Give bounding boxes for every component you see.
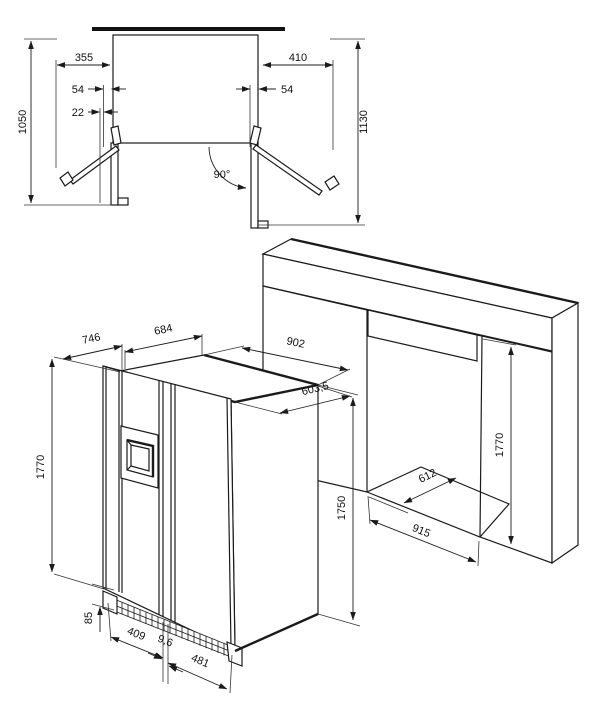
dim-1770-niche: 1770 <box>494 432 506 458</box>
dim-door-angle: 90° <box>213 169 231 181</box>
dim-1750: 1750 <box>336 495 348 521</box>
dim-481: 481 <box>189 652 211 671</box>
dim-409: 409 <box>125 625 147 644</box>
dim-1130: 1130 <box>358 110 370 134</box>
niche-right-side <box>552 303 578 563</box>
right-door-135 <box>250 126 339 195</box>
fridge-right-side <box>231 385 318 651</box>
dim-1050: 1050 <box>17 109 29 135</box>
dim-902: 902 <box>285 335 306 351</box>
dim-85: 85 <box>83 611 95 625</box>
dim-54-left: 54 <box>71 84 84 96</box>
dim-54-right: 54 <box>281 84 294 96</box>
dim-612: 612 <box>416 466 439 486</box>
plinth-left-cap <box>103 591 117 614</box>
dim-746: 746 <box>81 331 102 347</box>
water-dispenser <box>121 426 158 488</box>
niche-right-column <box>480 336 552 563</box>
dim-915: 915 <box>410 522 432 541</box>
dim-9-6: 9,6 <box>155 632 175 650</box>
dim-603-5: 603,5 <box>300 380 331 399</box>
dim-1770-left: 1770 <box>35 454 47 480</box>
wall-line <box>92 27 285 31</box>
dim-684: 684 <box>153 322 174 338</box>
dim-410: 410 <box>288 52 308 64</box>
dim-22: 22 <box>71 107 84 119</box>
door-swing-arc <box>209 147 246 188</box>
fridge-iso <box>103 355 318 666</box>
plan-view <box>17 27 370 228</box>
dim-355: 355 <box>74 52 94 64</box>
